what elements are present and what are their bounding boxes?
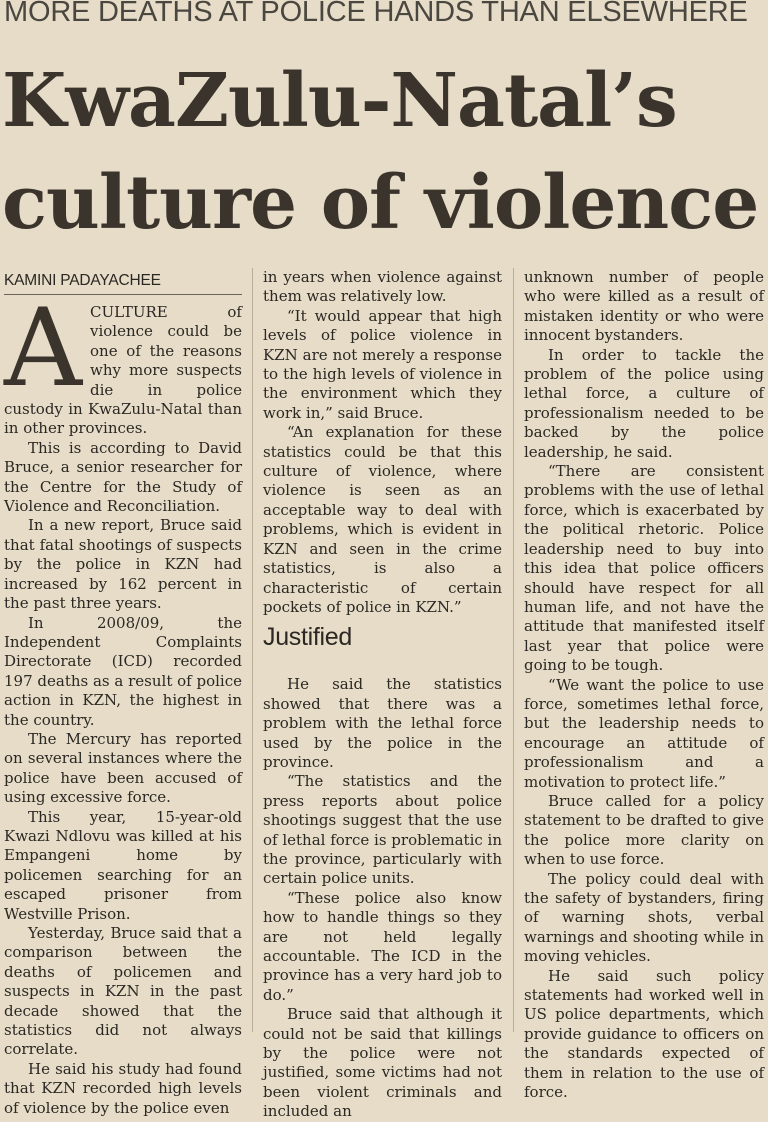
subheading: Justified: [263, 623, 353, 652]
article-kicker: MORE DEATHS AT POLICE HANDS THAN ELSEWHERE: [4, 0, 748, 28]
paragraph: unknown number of people who were killed as a result of mistaken identity or who were innocent bystanders.: [524, 268, 764, 345]
paragraph: Bruce said that although it could not be said that killings by the police were not justified, some victims had not been violent criminals and included an: [263, 1005, 502, 1121]
paragraph: Bruce called for a policy statement to be drafted to give the police more clarity on when to use force.: [524, 791, 764, 869]
paragraph: This is according to David Bruce, a senior researcher for the Centre for the Study of Violence and Reconciliation.: [4, 438, 242, 516]
paragraph: Yesterday, Bruce said that a comparison between the deaths of policemen and suspects in KZN in the past decade showed that the statistics did not always correlate.: [4, 924, 242, 1059]
paragraph: The policy could deal with the safety of bystanders, firing of warning shots, verbal warnings and shooting while in moving vehicles.: [524, 869, 764, 966]
paragraph: In 2008/09, the Independent Complaints Directorate (ICD) recorded 197 deaths as a result of police action in KZN, the highest in the country.: [4, 613, 242, 729]
column-divider: [513, 268, 514, 1032]
paragraph: “It would appear that high levels of police violence in KZN are not merely a response to the high levels of violence in the environment which they work in,” said Bruce.: [263, 306, 502, 422]
paragraph: CULTURE of violence could be one of the reasons why more suspects die in police custody in KwaZulu-Natal than in other provinces.: [4, 303, 242, 438]
headline-line-1: KwaZulu-Natal’s: [2, 58, 677, 144]
paragraph: He said his study had found that KZN recorded high levels of violence by the police even: [4, 1059, 242, 1117]
paragraph: In a new report, Bruce said that fatal shootings of suspects by the police in KZN had increased by 162 percent in the past three years.: [4, 516, 242, 613]
paragraph: He said such policy statements had worked well in US police departments, which provide guidance to officers on the standards expected of them in relation to the use of force.: [524, 966, 764, 1102]
column-divider: [252, 268, 253, 1032]
paragraph: “We want the police to use force, sometimes lethal force, but the leadership needs to encourage an attitude of professionalism and a motivation to protect life.”: [524, 675, 764, 791]
article-column-1: [4, 268, 242, 1117]
headline-line-2: culture of violence: [2, 160, 759, 246]
paragraph: In order to tackle the problem of the police using lethal force, a culture of professionalism needed to be backed by the police leadership, he said.: [524, 345, 764, 461]
article-column-2: [263, 268, 502, 1121]
paragraph: The Mercury has reported on several instances where the police have been accused of using excessive force.: [4, 729, 242, 807]
paragraph: “The statistics and the press reports about police shootings suggest that the use of lethal force is problematic in the province, particularly with certain police units.: [263, 772, 502, 888]
paragraph: This year, 15-year-old Kwazi Ndlovu was killed at his Empangeni home by policemen searching for an escaped prisoner from Westville Prison.: [4, 807, 242, 923]
drop-cap: A: [4, 286, 82, 411]
paragraph: “An explanation for these statistics could be that this culture of violence, where violence is seen as an acceptable way to deal with problems, which is evident in KZN and seen in the crime statistics, is also a characteristic of certain pockets of police in KZN.”: [263, 423, 502, 616]
byline: KAMINI PADAYACHEE: [4, 268, 242, 295]
paragraph: He said the statistics showed that there was a problem with the lethal force used by the police in the province.: [263, 675, 502, 771]
paragraph: “There are consistent problems with the use of lethal force, which is exacerbated by the political rhetoric. Police leadership need to buy into this idea that police officers should have respect for all human life, and not have the attitude that manifested itself last year that police were going to be tough.: [524, 462, 764, 675]
paragraph: “These police also know how to handle things so they are not held legally accountable. The ICD in the province has a very hard job to do.”: [263, 888, 502, 1004]
paragraph: in years when violence against them was relatively low.: [263, 268, 502, 306]
article-column-3: [524, 268, 764, 1102]
